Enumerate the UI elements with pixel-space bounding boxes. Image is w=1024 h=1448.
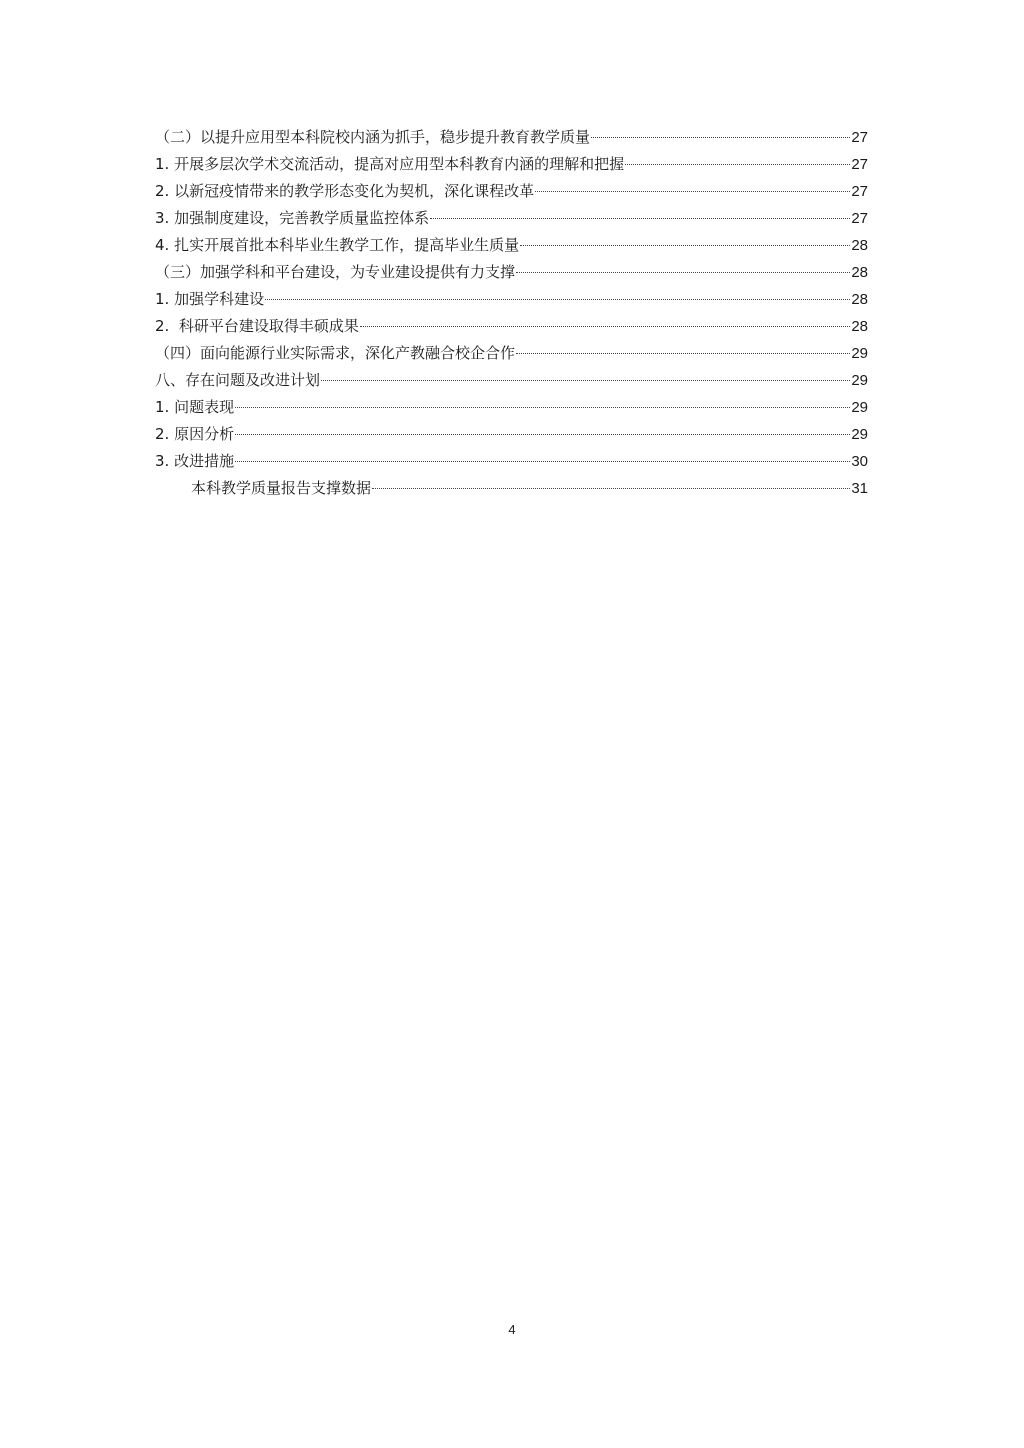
toc-leader-dots: [360, 326, 850, 327]
toc-entry-title: （四）面向能源行业实际需求，深化产教融合校企合作: [155, 344, 516, 362]
toc-entry-page: 27: [851, 183, 868, 200]
toc-entry-page: 29: [851, 426, 868, 443]
toc-leader-dots: [265, 299, 850, 300]
toc-entry[interactable]: [155, 394, 868, 421]
toc-entry-page: 29: [851, 372, 868, 389]
toc-leader-dots: [235, 407, 850, 408]
toc-entry-title: 1. 问题表现: [155, 398, 235, 416]
toc-entry-page: 27: [851, 156, 868, 173]
toc-entry-page: 28: [851, 291, 868, 308]
toc-entry-page: 27: [851, 129, 868, 146]
toc-entry[interactable]: [155, 124, 868, 151]
toc-entry-page: 28: [851, 318, 868, 335]
toc-entry-page: 28: [851, 264, 868, 281]
toc-entry-title: 4. 扎实开展首批本科毕业生教学工作，提高毕业生质量: [155, 236, 520, 254]
toc-entry[interactable]: [155, 259, 868, 286]
table-of-contents: [155, 124, 868, 502]
toc-entry[interactable]: [155, 232, 868, 259]
toc-entry-title: 本科教学质量报告支撑数据: [191, 479, 372, 497]
toc-leader-dots: [235, 461, 850, 462]
toc-entry-page: 28: [851, 237, 868, 254]
toc-entry-page: 29: [851, 399, 868, 416]
toc-entry-page: 29: [851, 345, 868, 362]
toc-entry-title: 2. 科研平台建设取得丰硕成果: [155, 317, 359, 335]
toc-leader-dots: [516, 353, 850, 354]
toc-entry-title: 2. 以新冠疫情带来的教学形态变化为契机，深化课程改革: [155, 182, 535, 200]
toc-entry[interactable]: [155, 340, 868, 367]
toc-entry-page: 31: [851, 480, 868, 497]
toc-entry[interactable]: [155, 151, 868, 178]
toc-entry[interactable]: [155, 178, 868, 205]
toc-entry-title: （二）以提升应用型本科院校内涵为抓手，稳步提升教育教学质量: [155, 128, 591, 146]
toc-entry-page: 30: [851, 453, 868, 470]
toc-entry[interactable]: [155, 421, 868, 448]
toc-leader-dots: [321, 380, 850, 381]
toc-leader-dots: [235, 434, 850, 435]
toc-entry-page: 27: [851, 210, 868, 227]
toc-entry[interactable]: [155, 475, 868, 502]
toc-entry-title: （三）加强学科和平台建设，为专业建设提供有力支撑: [155, 263, 516, 281]
toc-leader-dots: [372, 488, 850, 489]
toc-entry[interactable]: [155, 313, 868, 340]
toc-entry-title: 八、存在问题及改进计划: [155, 371, 321, 389]
toc-leader-dots: [430, 218, 850, 219]
toc-leader-dots: [535, 191, 850, 192]
toc-entry-title: 2. 原因分析: [155, 425, 235, 443]
toc-leader-dots: [520, 245, 850, 246]
toc-entry[interactable]: [155, 286, 868, 313]
toc-entry[interactable]: [155, 367, 868, 394]
toc-leader-dots: [625, 164, 850, 165]
toc-entry-title: 1. 加强学科建设: [155, 290, 265, 308]
toc-leader-dots: [516, 272, 850, 273]
page-number: 4: [508, 1322, 516, 1337]
toc-entry-title: 3. 改进措施: [155, 452, 235, 470]
toc-entry-title: 1. 开展多层次学术交流活动，提高对应用型本科教育内涵的理解和把握: [155, 155, 625, 173]
toc-entry-title: 3. 加强制度建设，完善教学质量监控体系: [155, 209, 430, 227]
toc-entry[interactable]: [155, 448, 868, 475]
toc-leader-dots: [591, 137, 850, 138]
toc-entry[interactable]: [155, 205, 868, 232]
